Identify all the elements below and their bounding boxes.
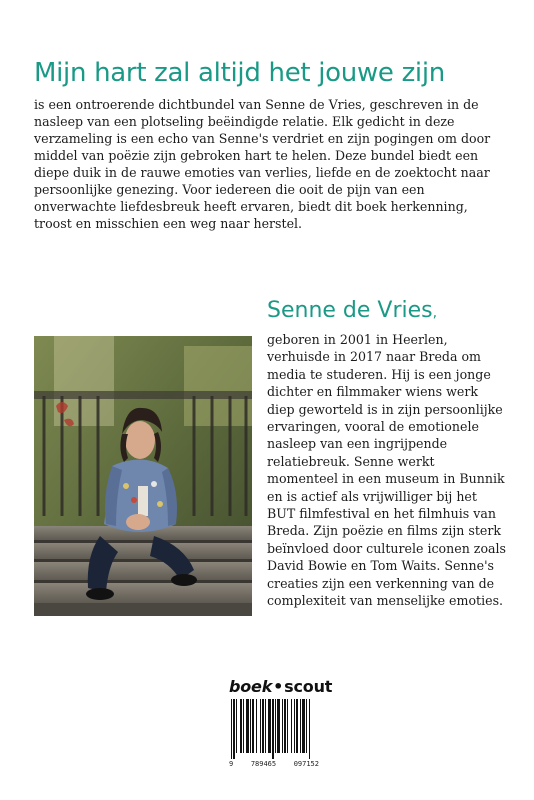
isbn-lead-digit: 9 bbox=[229, 760, 234, 768]
logo-dot: • bbox=[273, 677, 284, 696]
author-bio: geboren in 2001 in Heerlen, verhuisde in 2017 naar Breda om media te studeren. Hij is een jonge dichter en filmmaker wiens werk diep geworteld is in zijn persoonlijke ervaringen, vooral de emotionele nasleep van een ingrijpende relatiebreuk. Senne werkt momenteel in een museum in Bunnik en is actief als vrijwilliger bij het BUT filmfestival en het filmhuis van Breda. Zijn poëzie en films zijn sterk beïnvloed door culturele iconen zoals David Bowie en Tom Waits. Senne's creaties zijn een verkenning van de complexiteit van menselijke emoties. bbox=[267, 332, 507, 609]
logo-word-scout: scout bbox=[284, 677, 333, 696]
author-name: Senne de Vries bbox=[267, 298, 433, 323]
isbn-digits bbox=[229, 760, 319, 768]
author-heading bbox=[267, 298, 437, 323]
logo-word-boek: boek bbox=[229, 677, 273, 696]
book-description: is een ontroerende dichtbundel van Senne de Vries, geschreven in de nasleep van een plotseling beëindigde relatie. Elk gedicht in deze verzameling is een echo van Senne's verdriet en zijn pogingen om door middel van poëzie zijn gebroken hart te helen. Deze bundel biedt een diepe duik in de rauwe emoties van verlies, liefde en de zoektocht naar persoonlijke genezing. Voor iedereen die ooit de pijn van een onverwachte liefdesbreuk heeft ervaren, biedt dit boek herkenning, troost en misschien een weg naar herstel. bbox=[34, 97, 491, 231]
author-name-comma: , bbox=[432, 305, 438, 321]
isbn-group-2: 097152 bbox=[293, 760, 319, 768]
author-photo bbox=[34, 336, 252, 616]
isbn-barcode bbox=[227, 699, 317, 759]
publisher-logo bbox=[229, 677, 332, 696]
book-title: Mijn hart zal altijd het jouwe zijn bbox=[34, 58, 445, 88]
isbn-group-1: 789465 bbox=[250, 760, 277, 768]
